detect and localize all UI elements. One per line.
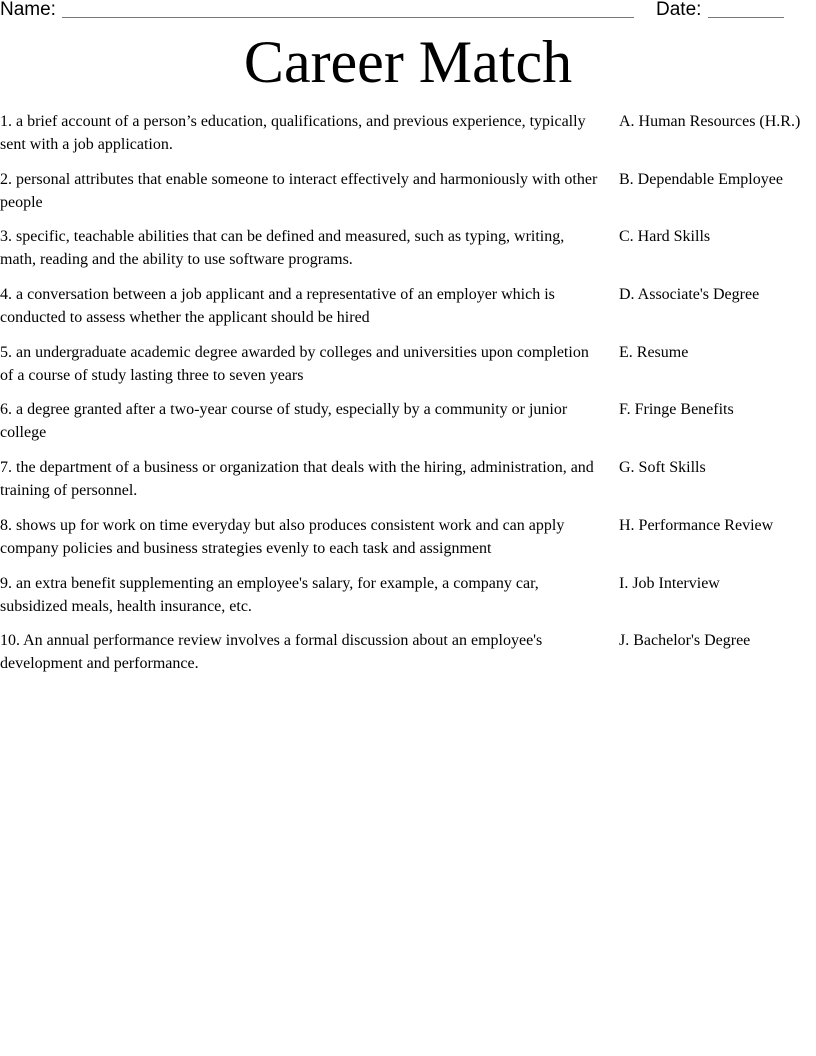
match-row-6 xyxy=(0,398,816,456)
answer-h: H. Performance Review xyxy=(619,516,774,534)
match-row-1 xyxy=(0,110,816,168)
match-row-9 xyxy=(0,572,816,630)
worksheet-header xyxy=(0,0,816,24)
match-row-7 xyxy=(0,456,816,514)
answer-d: D. Associate's Degree xyxy=(619,286,760,304)
definition-3: 3. specific, teachable abilities that can be defined and measured, such as typing, writing, math, reading and the ability to use software programs. xyxy=(0,228,565,269)
definition-5: 5. an undergraduate academic degree awarded by colleges and universities upon completion of a course of study lasting three to seven years xyxy=(0,343,589,384)
match-row-2 xyxy=(0,168,816,226)
answer-f: F. Fringe Benefits xyxy=(619,401,734,419)
page-title: Career Match xyxy=(243,29,573,95)
match-row-3 xyxy=(0,225,816,283)
answer-b: B. Dependable Employee xyxy=(619,170,783,188)
definition-2: 2. personal attributes that enable someone to interact effectively and harmoniously with other people xyxy=(0,170,598,211)
date-line[interactable] xyxy=(708,17,784,18)
definition-8: 8. shows up for work on time everyday but also produces consistent work and can apply company policies and business strategies evenly to each task and assignment xyxy=(0,516,565,557)
answer-i: I. Job Interview xyxy=(619,574,720,592)
match-row-4 xyxy=(0,283,816,341)
answer-e: E. Resume xyxy=(619,343,689,361)
definition-1: 1. a brief account of a person’s education, qualifications, and previous experience, typically sent with a job application. xyxy=(0,113,586,153)
answer-g: G. Soft Skills xyxy=(619,459,706,477)
match-list xyxy=(0,110,816,687)
answer-a: A. Human Resources (H.R.) xyxy=(619,113,801,130)
definition-10: 10. An annual performance review involves a formal discussion about an employee's development and performance. xyxy=(0,632,543,673)
definition-6: 6. a degree granted after a two-year course of study, especially by a community or junior college xyxy=(0,401,568,442)
name-label: Name: xyxy=(0,0,56,20)
answer-j: J. Bachelor's Degree xyxy=(619,632,751,650)
definition-9: 9. an extra benefit supplementing an employee's salary, for example, a company car, subsidized meals, health insurance, etc. xyxy=(0,574,539,615)
match-row-8 xyxy=(0,514,816,572)
answer-c: C. Hard Skills xyxy=(619,228,711,246)
match-row-5 xyxy=(0,341,816,399)
match-row-10 xyxy=(0,629,816,687)
definition-7: 7. the department of a business or organization that deals with the hiring, administration, and training of personnel. xyxy=(0,459,594,500)
name-line[interactable] xyxy=(62,17,634,18)
definition-4: 4. a conversation between a job applicant and a representative of an employer which is conducted to assess whether the applicant should be hired xyxy=(0,286,555,327)
date-label: Date: xyxy=(656,0,702,20)
